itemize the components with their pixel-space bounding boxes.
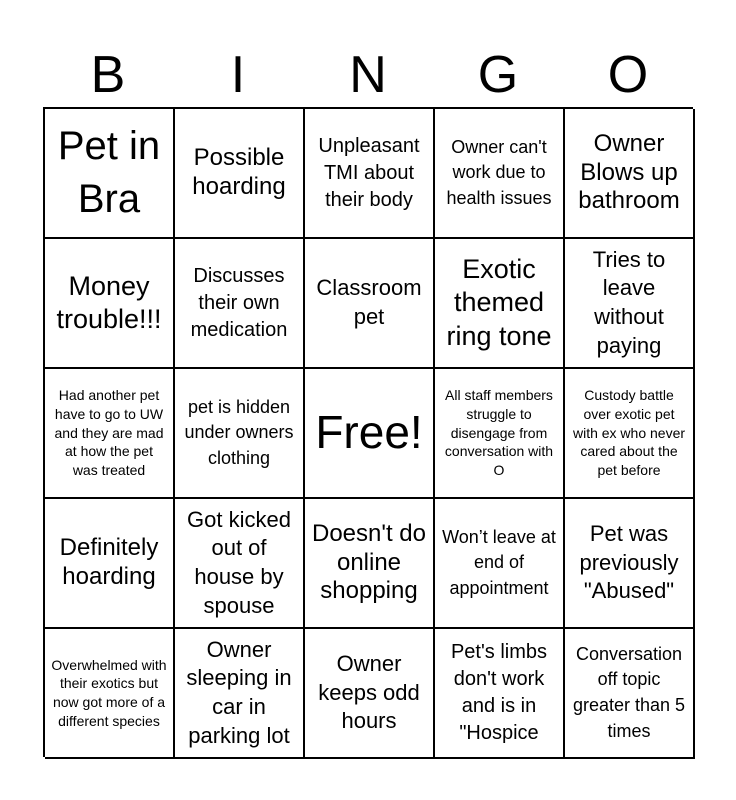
cell-text: Owner can't work due to health issues [446,136,552,208]
header-letter-g: G [477,46,519,104]
bingo-cell[interactable] [45,629,175,759]
cell-text: Custody battle over exotic pet with ex who never cared about the pet before [572,387,686,478]
free-space[interactable] [305,369,435,499]
cell-text: pet is hidden under owners clothing [184,396,294,468]
bingo-cell[interactable] [435,629,565,759]
header-letter-i: I [230,46,246,104]
bingo-cell[interactable] [175,239,305,369]
bingo-card [43,107,693,757]
bingo-cell[interactable] [565,629,695,759]
cell-text: Pet's limbs don't work and is in "Hospice [450,641,548,744]
cell-text: Discusses their own medication [190,264,288,341]
cell-text: Possible hoarding [192,144,286,200]
cell-text: Conversation off topic greater than 5 times [572,643,686,741]
bingo-cell[interactable] [565,109,695,239]
bingo-header [43,44,693,106]
bingo-cell[interactable] [565,369,695,499]
bingo-cell[interactable] [435,109,565,239]
bingo-cell[interactable] [45,499,175,629]
cell-text: Definitely hoarding [59,534,159,590]
cell-text: Money trouble!!! [56,270,162,334]
cell-text: Had another pet have to go to UW and they are mad at how the pet was treated [54,387,164,478]
bingo-cell[interactable] [435,499,565,629]
bingo-cell[interactable] [565,239,695,369]
cell-text: Owner keeps odd hours [318,651,420,734]
cell-text: Unpleasant TMI about their body [318,134,420,211]
header-letter-b: B [90,46,126,104]
cell-text: Owner Blows up bathroom [578,129,680,215]
bingo-cell[interactable] [45,109,175,239]
cell-text: Owner sleeping in car in parking lot [186,636,292,748]
bingo-cell[interactable] [175,109,305,239]
bingo-cell[interactable] [435,239,565,369]
cell-text: Exotic themed ring tone [446,253,552,351]
bingo-cell[interactable] [305,629,435,759]
bingo-cell[interactable] [435,369,565,499]
bingo-cell[interactable] [175,369,305,499]
bingo-cell[interactable] [175,629,305,759]
bingo-cell[interactable] [305,109,435,239]
free-space-text: Free! [315,406,423,459]
bingo-cell[interactable] [305,239,435,369]
cell-text: Pet in Bra [57,123,161,221]
bingo-cell[interactable] [45,239,175,369]
cell-text: Doesn't do online shopping [312,519,426,605]
header-letter-n: N [349,46,387,104]
bingo-cell[interactable] [305,499,435,629]
cell-text: All staff members struggle to disengage from conversation with O [444,387,554,478]
bingo-cell[interactable] [565,499,695,629]
cell-text: Tries to leave without paying [592,246,666,358]
cell-text: Classroom pet [316,275,422,329]
header-letter-o: O [607,46,649,104]
bingo-cell[interactable] [45,369,175,499]
cell-text: Got kicked out of house by spouse [187,506,291,618]
cell-text: Overwhelmed with their exotics but now got more of a different species [51,656,167,729]
bingo-cell[interactable] [175,499,305,629]
cell-text: Pet was previously "Abused" [579,521,679,604]
cell-text: Won’t leave at end of appointment [442,526,556,598]
